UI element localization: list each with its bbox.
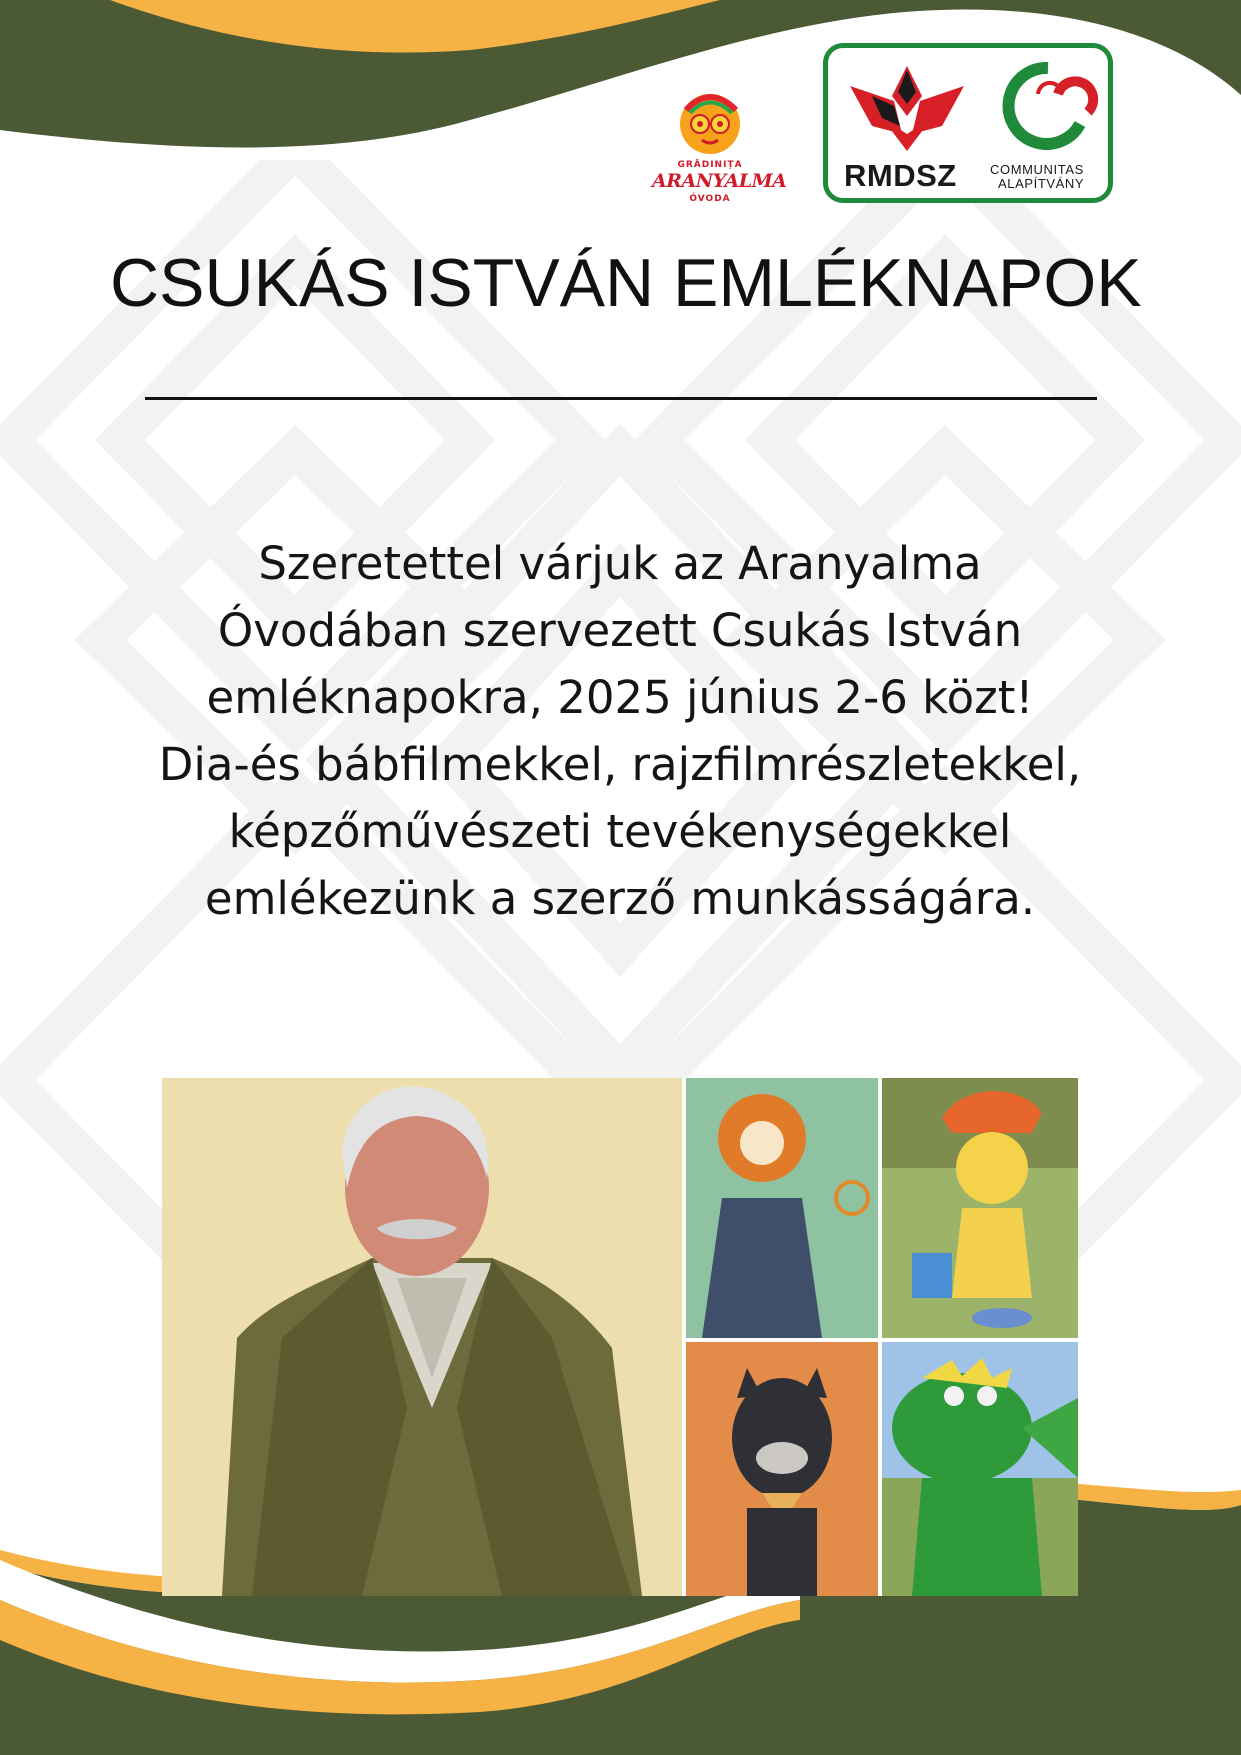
partner-logos-box [823,43,1113,203]
body-line: emléknapokra, 2025 június 2-6 közt! [206,671,1034,724]
invitation-text [130,530,1110,932]
aranyalma-logo [652,88,787,208]
body-line: emlékezünk a szerző munkásságára. [204,872,1036,925]
body-line: Óvodában szervezett Csukás István [217,604,1023,657]
portrait-photo [162,1078,682,1596]
aranyalma-line3: ÓVODA [689,194,731,204]
rmdsz-label: RMDSZ [844,158,957,193]
green-dragon-tile [882,1342,1078,1596]
communitas-line2: ALAPÍTVÁNY [998,176,1085,191]
body-line: Dia-és bábfilmekkel, rajzfilmrészletekkel, [158,738,1082,791]
cat-puppet-tile [686,1342,878,1596]
lion-cartoon-tile [686,1078,878,1338]
aranyalma-line1: GRĂDINIȚA [677,160,743,170]
apple-sun-icon [652,88,768,158]
body-line: Szeretettel várjuk az Aranyalma [258,537,982,590]
title-divider [145,397,1097,400]
page-title: CSUKÁS ISTVÁN EMLÉKNAPOK [110,245,1142,321]
photo-collage [162,1078,1078,1596]
body-line: képzőművészeti tevékenységekkel [228,805,1012,858]
aranyalma-line2: ARANYALMA [652,170,787,192]
rmdsz-tulip-icon [842,56,972,156]
mushroom-boy-cartoon-tile [882,1078,1078,1338]
communitas-circle-icon [988,54,1108,154]
communitas-line1: COMMUNITAS [990,162,1084,177]
